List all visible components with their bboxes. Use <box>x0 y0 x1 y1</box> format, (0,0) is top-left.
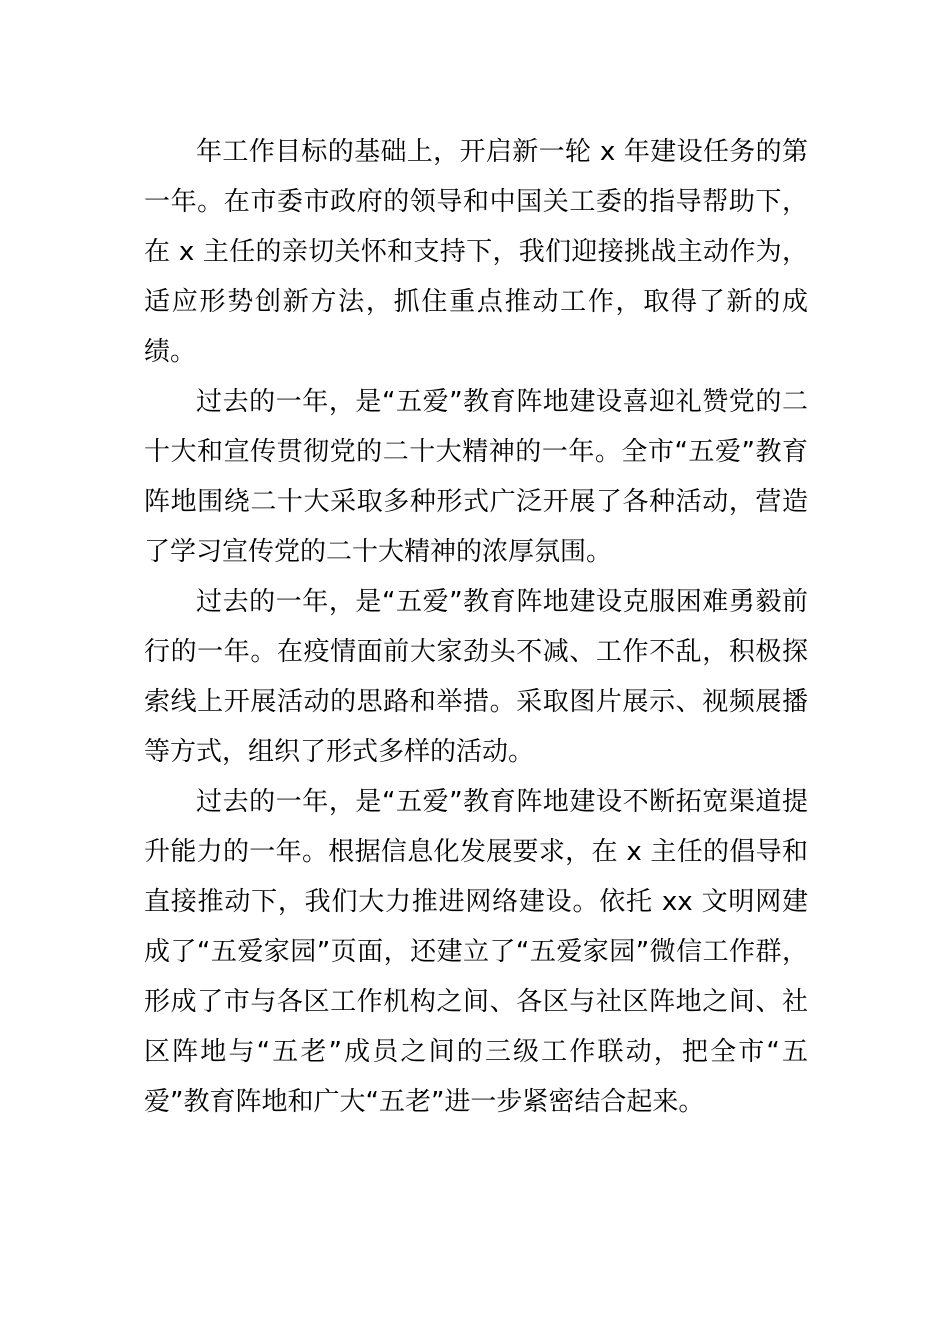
paragraph-3: 过去的一年，是“五爱”教育阵地建设克服困难勇毅前行的一年。在疫情面前大家劲头不减、工作不乱，积极探索线上开展活动的思路和举措。采取图片展示、视频展播等方式，组织了形式多样的活动。 <box>144 587 808 767</box>
document-body <box>144 127 808 1127</box>
paragraph-4: 过去的一年，是“五爱”教育阵地建设不断拓宽渠道提升能力的一年。根据信息化发展要求，在 x 主任的倡导和直接推动下，我们大力推进网络建设。依托 xx 文明网建成了“五爱家园”页面，还建立了“五爱家园”微信工作群，形成了市与各区工作机构之间、各区与社区阵地之间、社区阵地与“五老”成员之间的三级工作联动，把全市“五爱”教育阵地和广大“五老”进一步紧密结合起来。 <box>144 787 808 1117</box>
paragraph-2: 过去的一年，是“五爱”教育阵地建设喜迎礼赞党的二十大和宣传贯彻党的二十大精神的一年。全市“五爱”教育阵地围绕二十大采取多种形式广泛开展了各种活动，营造了学习宣传党的二十大精神的浓厚氛围。 <box>144 387 808 567</box>
paragraph-1: 年工作目标的基础上，开启新一轮 x 年建设任务的第一年。在市委市政府的领导和中国关工委的指导帮助下，在 x 主任的亲切关怀和支持下，我们迎接挑战主动作为，适应形势创新方法，抓住重点推动工作，取得了新的成绩。 <box>144 137 808 367</box>
